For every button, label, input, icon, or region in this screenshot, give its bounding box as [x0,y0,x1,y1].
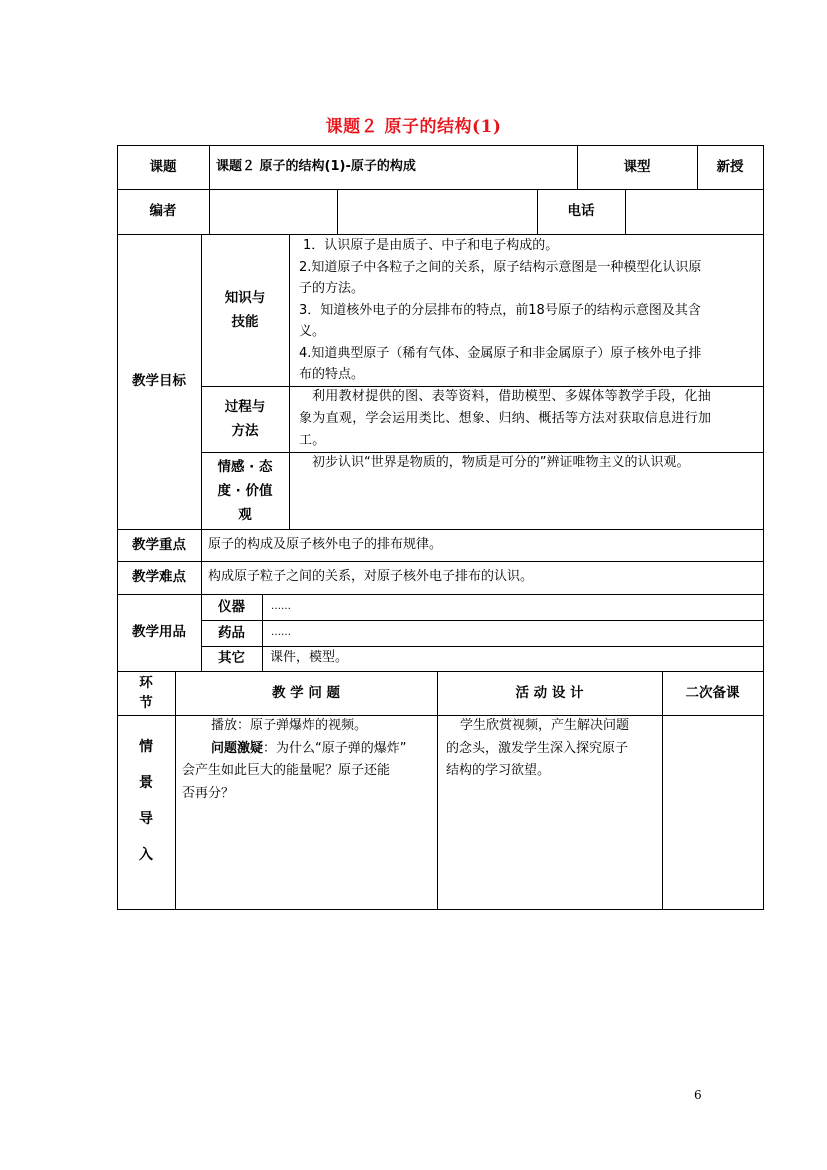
scene-question-text [175,715,437,909]
other-label: 其它 [218,650,245,667]
page-number: 6 [694,1088,702,1102]
drug-label: 药品 [218,624,245,641]
knowledge-line: 布的特点。 [299,367,365,382]
question-bold-label: 问题激疑 [211,740,264,756]
goals-label: 教学目标 [132,373,186,390]
process-line: 象为直观，学会运用类比、想象、归纳、概括等方法对获取信息进行加 [299,411,712,426]
stage-header: 环 节 [139,675,153,711]
scene-activity-text [437,715,662,909]
phone-label: 电话 [567,203,595,220]
process-line: 利用教材提供的图、表等资料，借助模型、多媒体等教学手段，化抽 [312,389,712,404]
emotion-label: 情感 · 态 度 · 价值 观 [217,458,273,523]
key-point-text: 原子的构成及原子核外电子的排布规律。 [208,536,443,552]
emotion-text: 初步认识“世界是物质的，物质是可分的”辨证唯物主义的认识观。 [312,455,690,470]
materials-label: 教学用品 [132,624,186,641]
knowledge-skill-label: 知识与 技能 [224,290,266,330]
phone-value [625,189,763,234]
question-line: 否再分？ [182,785,235,801]
instrument-label: 仪器 [218,598,245,615]
document-title: 课题２ 原子的结构(1) [325,117,502,137]
knowledge-line: 4.知道典型原子（稀有气体、金属原子和非金属原子）原子核外电子排 [299,345,702,361]
process-method-label: 过程与 方法 [224,399,266,439]
scene-stage-label: 情 景 导 入 [139,739,153,863]
editor-extra [337,189,537,234]
knowledge-line: 2.知道原子中各粒子之间的关系，原子结构示意图是一种模型化认识原 [299,259,702,275]
question-header: 教 学 问 题 [271,684,341,701]
activity-line: 学生欣赏视频，产生解决问题 [460,718,630,733]
instrument-value: …… [271,600,291,612]
drug-value: …… [271,626,291,638]
knowledge-line: 子的方法。 [299,281,365,296]
type-value: 新授 [716,158,744,175]
question-line: 播放：原子弹爆炸的视频。 [211,718,368,733]
question-line: 问题激疑：为什么“原子弹的爆炸” [211,740,407,756]
type-label: 课型 [623,158,651,175]
keti-label: 课题 [149,158,177,175]
notes-header: 二次备课 [685,684,740,701]
other-value: 课件，模型。 [270,650,349,666]
editor-label: 编者 [149,203,177,220]
activity-line: 结构的学习欲望。 [446,763,551,778]
keti-value: 课题２ 原子的结构(1)-原子的构成 [216,158,416,174]
process-method-text [289,386,763,452]
question-line: 会产生如此巨大的能量呢？原子还能 [182,763,391,778]
editor-value [209,189,337,234]
difficulty-text: 构成原子粒子之间的关系，对原子核外电子排布的认识。 [208,569,534,585]
knowledge-line: 3．知道核外电子的分层排布的特点，前18号原子的结构示意图及其含 [299,302,701,318]
knowledge-line: 1．认识原子是由质子、中子和电子构成的。 [303,238,559,253]
knowledge-line: 义。 [299,324,326,339]
scene-notes [662,715,763,909]
activity-line: 的念头，激发学生深入探究原子 [446,740,629,756]
difficulty-label: 教学难点 [132,569,186,586]
process-line: 工。 [299,433,326,448]
key-point-label: 教学重点 [132,536,186,553]
knowledge-skill-text [289,234,763,386]
activity-header: 活 动 设 计 [515,684,584,701]
